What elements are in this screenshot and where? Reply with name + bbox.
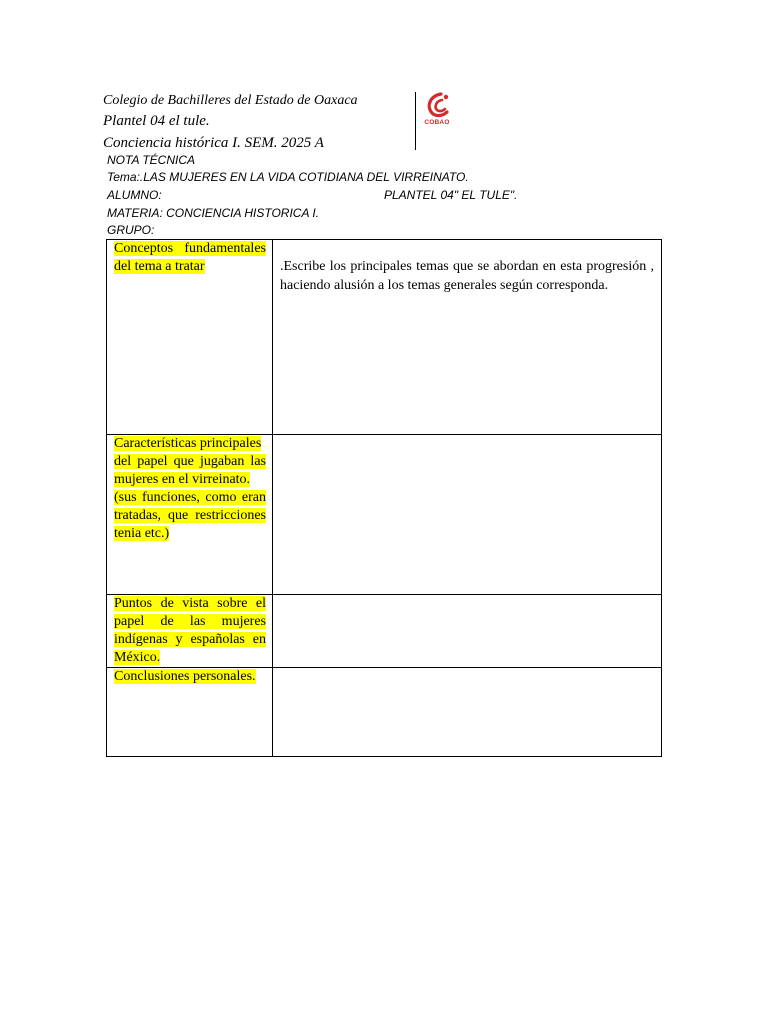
row-label-text: (sus funciones, como eran tratadas, que restricciones tenia etc.) <box>114 490 266 541</box>
row-label-cell <box>107 595 273 668</box>
instruction-text: .Escribe los principales temas que se abordan en esta progresión , haciendo alusión a los temas generales según corresponda. <box>280 259 654 293</box>
answer-cell[interactable] <box>273 435 662 595</box>
row-label-text: Conclusiones personales. <box>114 669 256 684</box>
row-label-text: Puntos de vista sobre el papel de las mujeres indígenas y españolas en México. <box>114 596 266 665</box>
materia-line: MATERIA: CONCIENCIA HISTORICA I. <box>107 206 320 220</box>
school-name: Colegio de Bachilleres del Estado de Oaxaca <box>103 93 358 108</box>
plantel-label: PLANTEL 04" EL TULE". <box>384 188 518 202</box>
row-label-text: Características principales <box>114 436 262 451</box>
answer-cell[interactable] <box>273 595 662 668</box>
logo-text: COBAO <box>424 119 450 126</box>
worksheet-table <box>106 239 662 757</box>
table-row <box>107 595 662 668</box>
row-label-cell <box>107 240 273 435</box>
answer-cell[interactable] <box>273 240 662 435</box>
nota-tecnica-label: NOTA TÉCNICA <box>107 153 196 167</box>
document-header <box>103 91 403 154</box>
plantel-name: Plantel 04 el tule. <box>103 113 210 129</box>
table-row <box>107 668 662 757</box>
alumno-label: ALUMNO: <box>107 188 162 202</box>
header-divider <box>415 92 416 150</box>
table-row <box>107 435 662 595</box>
answer-cell[interactable] <box>273 668 662 757</box>
row-label-text: del papel que jugaban las mujeres en el virreinato. <box>114 454 266 487</box>
tema-line: Tema:.LAS MUJERES EN LA VIDA COTIDIANA DEL VIRREINATO. <box>107 170 469 184</box>
grupo-label: GRUPO: <box>107 223 155 237</box>
row-label-cell <box>107 668 273 757</box>
row-label-text: Conceptos fundamentales del tema a tratar <box>114 241 266 274</box>
row-label-cell <box>107 435 273 595</box>
table-row <box>107 240 662 435</box>
course-name: Conciencia histórica I. SEM. 2025 A <box>103 135 324 151</box>
